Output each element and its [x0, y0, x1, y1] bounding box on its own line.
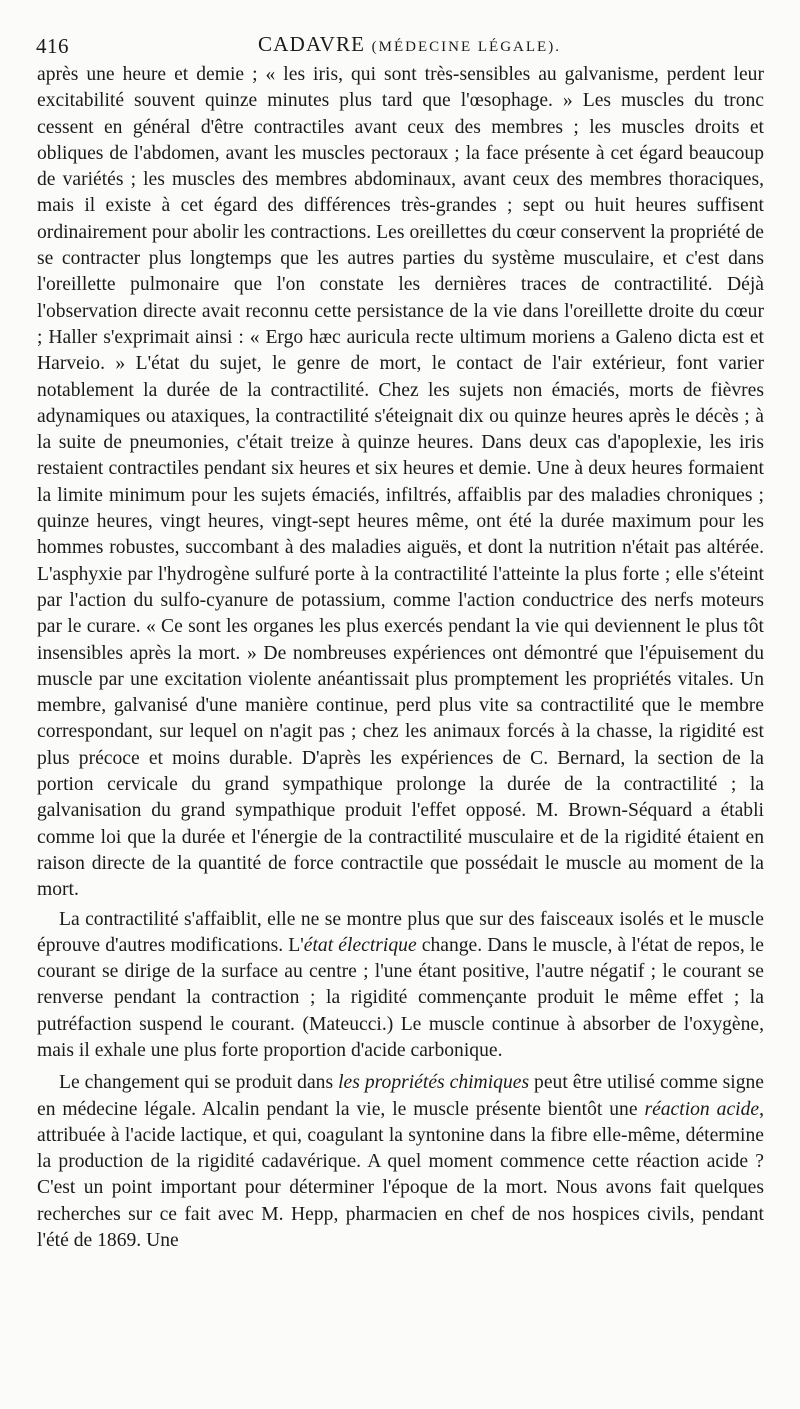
paragraph-3-text-c: , attribuée à l'acide lactique, et qui, coagulant la syntonine dans la fibre elle-même, détermine la production de la rigidité cadavérique. A quel moment commence cette réaction acide ? C'est un point important pour déterminer l'époque de la mort. Nous avons fait quelques recherches sur ce fait avec M. Hepp, pharmacien en chef de nos hospices civils, pendant l'été de 1869. Une [37, 1098, 764, 1252]
paragraph-2-text-a: La contractilité s'affaiblit, elle ne se montre plus que sur des faisceaux isolés et le muscle éprouve d'autres modifications. L' [37, 908, 764, 956]
paragraph-3-text-a: Le changement qui se produit dans [59, 1072, 339, 1094]
paragraph-1: après une heure et demie ; « les iris, qui sont très-sensibles au galvanisme, perdent leur excitabilité souvent quinze minutes plus tard que l'œsophage. » Les muscles du tronc cessent en général d'être contractiles avant ceux des membres ; les muscles droits et obliques de l'abdomen, avant les muscles pectoraux ; la face présente à cet égard beaucoup de variétés ; les muscles des membres abdominaux, avant ceux des membres thoraciques, mais il existe à cet égard des différences très-grandes ; sept ou huit heures suffisent ordinairement pour abolir les contractions. Les oreillettes du cœur conservent la propriété de se contracter plus longtemps que les autres parties du système musculaire, et c'est dans l'oreillette pulmonaire que l'on constate les dernières traces de contractilité. Déjà l'observation directe avait reconnu cette persistance de la vie dans l'oreillette droite du cœur ; Haller s'exprimait ainsi : « Ergo hæc auricula recte ultimum moriens a Galeno dicta est et Harveio. » L'état du sujet, le genre de mort, le contact de l'air extérieur, font varier notablement la durée de la contractilité. Chez les sujets non émaciés, morts de fièvres adynamiques ou ataxiques, la contractilité s'éteignait dix ou quinze heures après le décès ; à la suite de pneumonies, c'était treize à quinze heures. Dans deux cas d'apoplexie, les iris restaient contractiles pendant six heures et six heures et demie. Une à deux heures formaient la limite minimum pour les sujets émaciés, infiltrés, affaiblis par des maladies chroniques ; quinze heures, vingt heures, vingt-sept heures même, ont été la durée maximum pour les hommes robustes, succombant à des maladies aiguës, et dont la nutrition n'était pas altérée. L'asphyxie par l'hydrogène sulfuré porte à la contractilité l'atteinte la plus forte ; elle s'éteint par l'action du sulfo-cyanure de potassium, comme l'action conductrice des nerfs moteurs par le curare. « Ce sont les organes les plus exercés pendant la vie qui deviennent le plus tôt insensibles après la mort. » De nombreuses expériences ont démontré que l'épuisement du muscle par une excitation violente anéantissait plus promptement les propriétés vitales. Un membre, galvanisé d'une manière continue, perd plus vite sa contractilité que le membre correspondant, sur lequel on n'agit pas ; chez les animaux forcés à la chasse, la rigidité est plus précoce et moins durable. D'après les expériences de C. Bernard, la section de la portion cervicale du grand sympathique prolonge la durée de la contractilité ; la galvanisation du grand sympathique produit l'effet opposé. M. Brown-Séquard a établi comme loi que la durée et l'énergie de la contractilité musculaire et de la rigidité étaient en raison directe de la quantité de force contractile que possédait le muscle au moment de la mort. [37, 64, 764, 901]
body-text [37, 62, 764, 1254]
paragraph-3-italic-term-2: réaction acide [644, 1098, 760, 1120]
running-head-subtitle: (MÉDECINE LÉGALE). [371, 39, 561, 55]
page-header [36, 30, 764, 64]
running-head-title: CADAVRE [258, 32, 366, 56]
paragraph-2-text-b: change. Dans le muscle, à l'état de repos, le courant se dirige de la surface au centre ; l'une étant positive, l'autre négatif ; le courant se renverse pendant la contraction ; la rigidité commençante produit le même effet ; la putréfaction suspend le courant. (Mateucci.) Le muscle continue à absorber de l'oxygène, mais il exhale une plus forte proportion d'acide carbonique. [37, 934, 764, 1061]
paragraph-3 [37, 1070, 764, 1254]
paragraph-3-text-b: peut être utilisé comme signe en médecine légale. Alcalin pendant la vie, le muscle présente bientôt une [37, 1072, 764, 1120]
paragraph-2 [37, 907, 764, 1065]
paragraph-3-italic-term-1: les propriétés chimiques [338, 1072, 530, 1094]
paragraph-2-italic-term: état électrique [303, 934, 417, 956]
running-head [258, 32, 561, 57]
page-number: 416 [36, 34, 69, 58]
